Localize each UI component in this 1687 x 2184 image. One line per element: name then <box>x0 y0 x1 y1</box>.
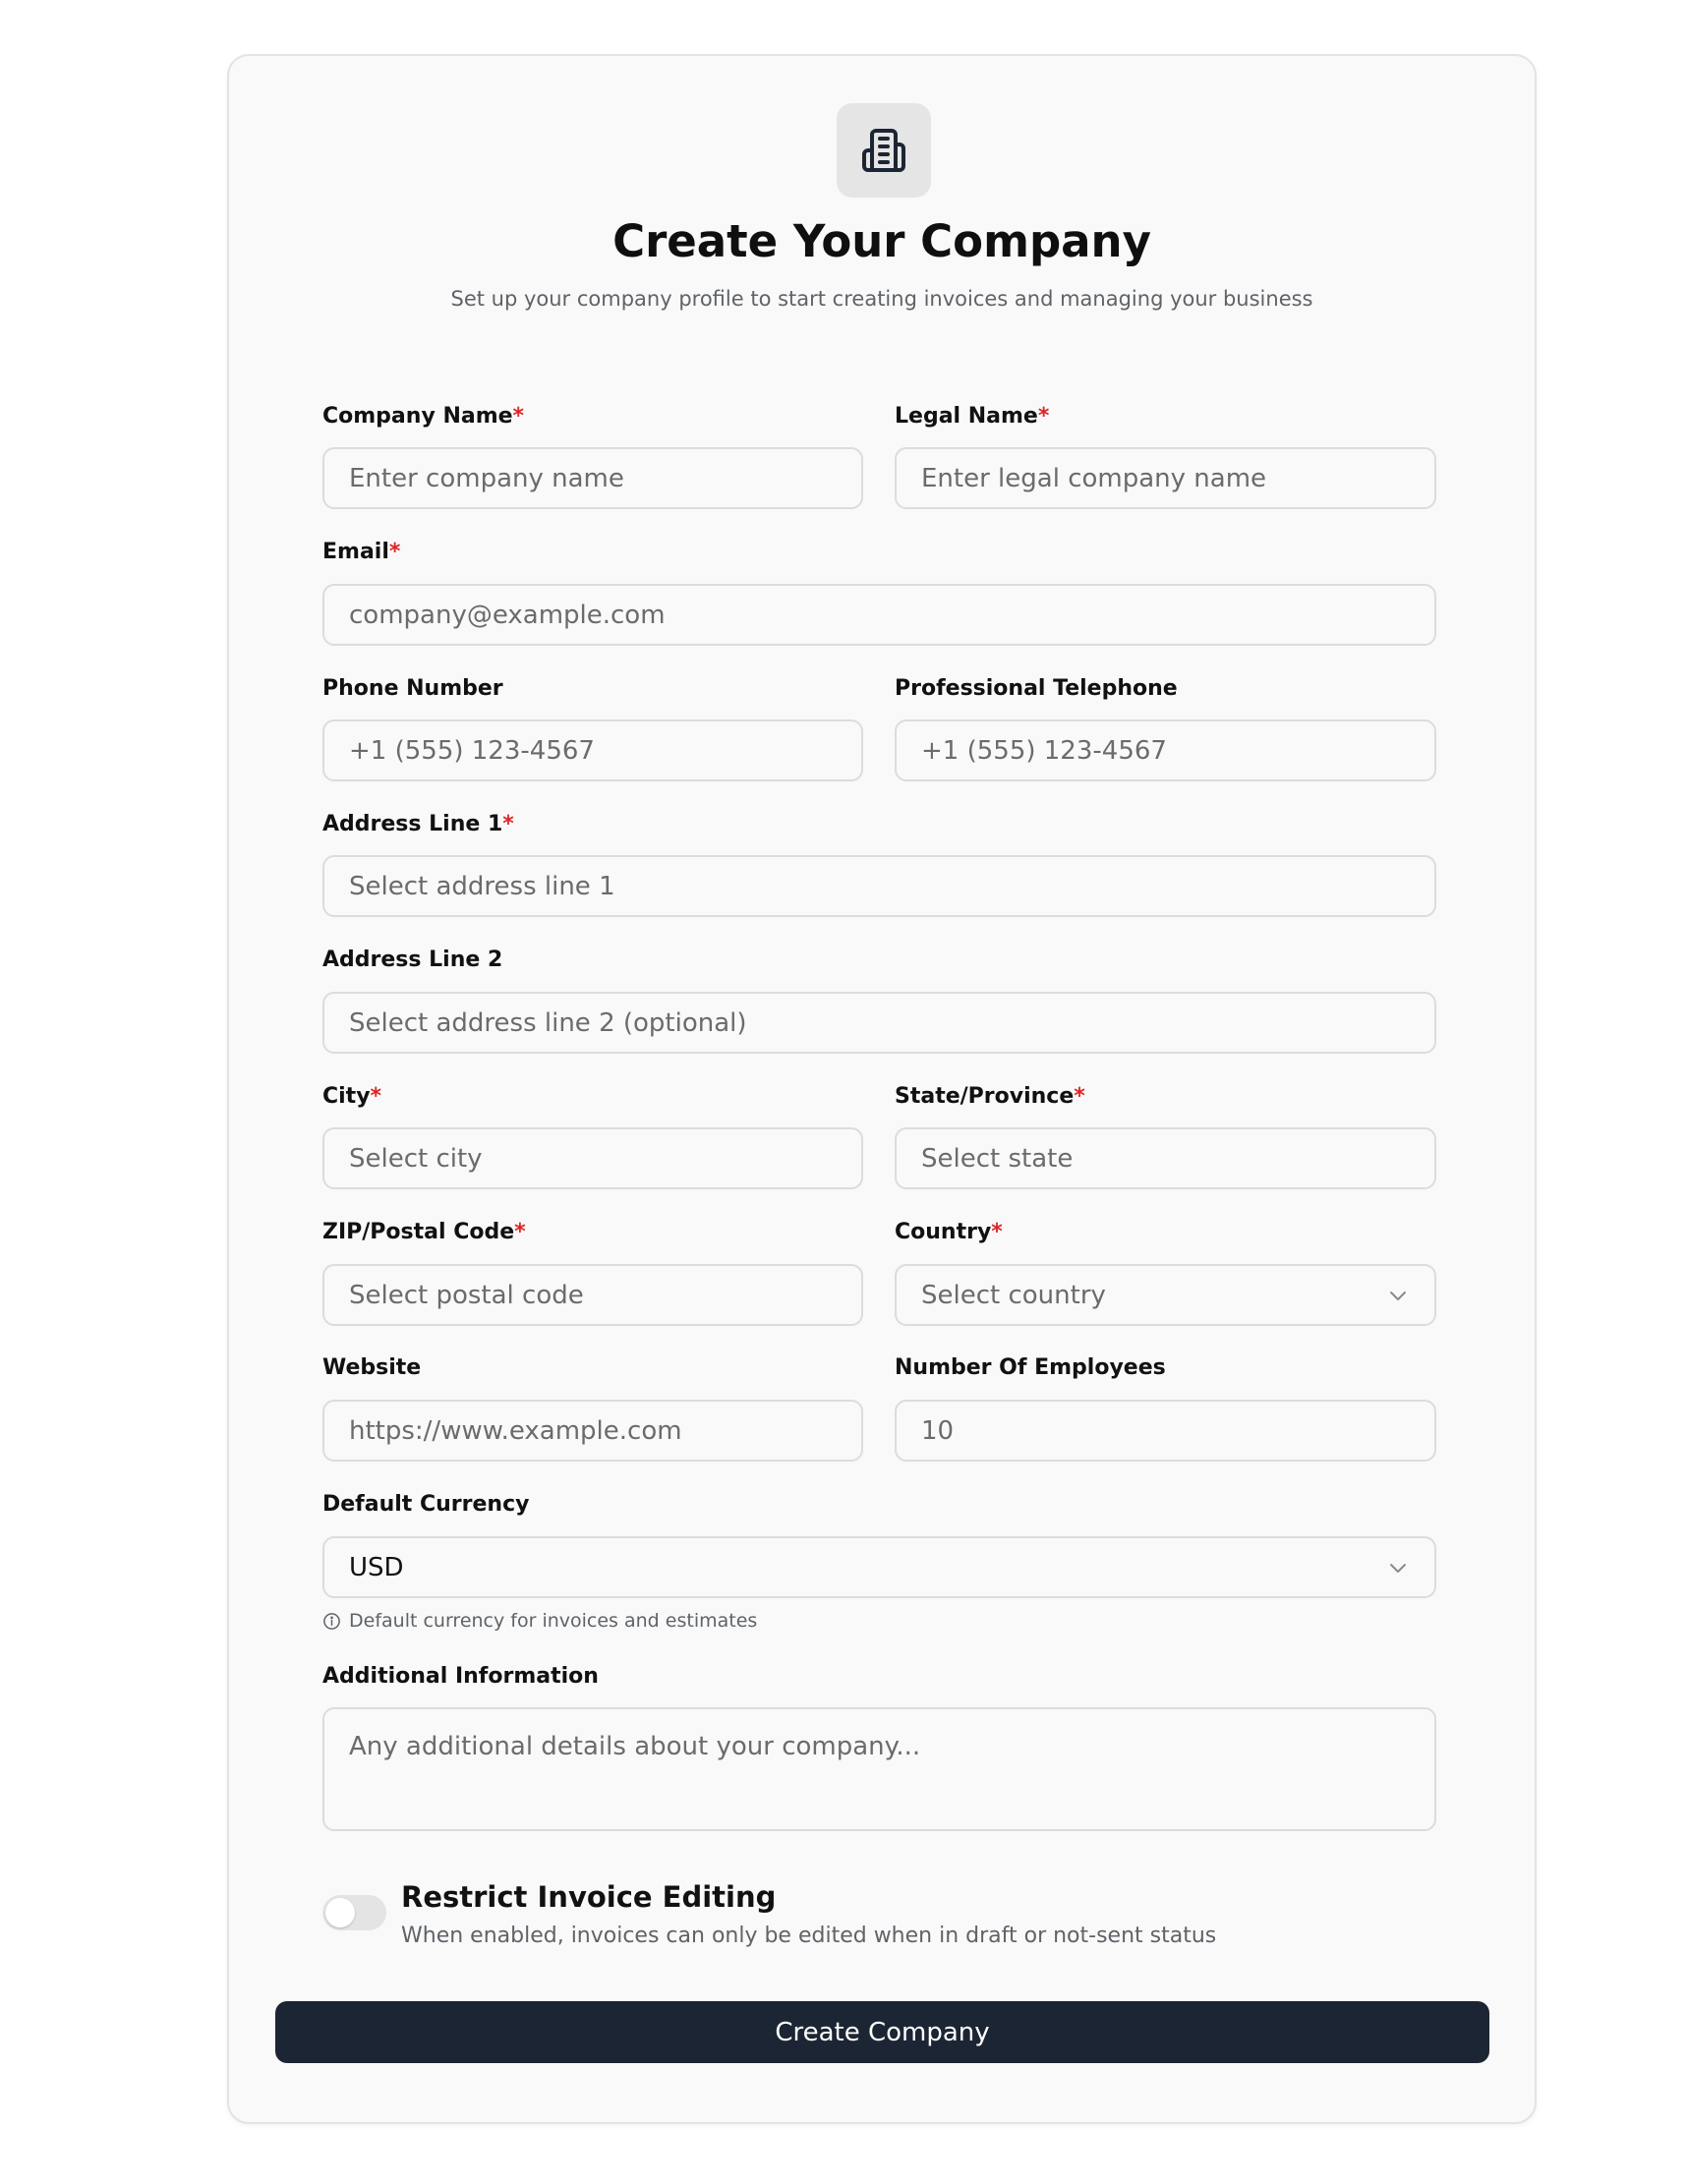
required-marker: * <box>1037 404 1050 429</box>
currency-select[interactable] <box>322 1536 1436 1598</box>
company-logo-badge <box>837 103 931 198</box>
email-input[interactable]: company@example.com <box>322 584 1436 646</box>
state-label: State/Province* <box>895 1084 1085 1109</box>
company-name-label: Company Name* <box>322 404 525 429</box>
currency-helper <box>322 1608 757 1634</box>
building-icon <box>860 127 907 174</box>
country-select-placeholder: Select country <box>921 1280 1106 1310</box>
company-name-input[interactable]: Enter company name <box>322 447 863 509</box>
chevron-down-icon <box>1389 1560 1407 1576</box>
required-marker: * <box>370 1084 382 1109</box>
address-line-1-input[interactable]: Select address line 1 <box>322 855 1436 917</box>
professional-telephone-label: Professional Telephone <box>895 676 1178 701</box>
restrict-editing-title: Restrict Invoice Editing <box>401 1880 777 1914</box>
create-company-card <box>227 54 1537 2124</box>
website-input[interactable]: https://www.example.com <box>322 1400 863 1462</box>
website-label: Website <box>322 1355 422 1380</box>
required-marker: * <box>1074 1084 1085 1109</box>
currency-label: Default Currency <box>322 1492 530 1517</box>
restrict-editing-toggle[interactable] <box>322 1895 386 1930</box>
phone-number-input[interactable]: +1 (555) 123-4567 <box>322 719 863 781</box>
state-input[interactable]: Select state <box>895 1127 1436 1189</box>
currency-helper-text: Default currency for invoices and estimates <box>349 1610 758 1632</box>
required-marker: * <box>514 1220 526 1244</box>
required-marker: * <box>502 812 514 836</box>
postal-code-input[interactable]: Select postal code <box>322 1264 863 1326</box>
professional-telephone-input[interactable]: +1 (555) 123-4567 <box>895 719 1436 781</box>
chevron-down-icon <box>1389 1288 1407 1303</box>
info-icon <box>322 1612 341 1631</box>
address-line-2-label: Address Line 2 <box>322 948 503 972</box>
address-line-1-label: Address Line 1* <box>322 812 514 836</box>
email-label: Email* <box>322 540 401 564</box>
employees-input[interactable]: 10 <box>895 1400 1436 1462</box>
legal-name-label: Legal Name* <box>895 404 1050 429</box>
city-input[interactable]: Select city <box>322 1127 863 1189</box>
employees-label: Number Of Employees <box>895 1355 1166 1380</box>
phone-number-label: Phone Number <box>322 676 503 701</box>
page-subtitle: Set up your company profile to start creating invoices and managing your business <box>450 287 1313 311</box>
city-label: City* <box>322 1084 382 1109</box>
legal-name-input[interactable]: Enter legal company name <box>895 447 1436 509</box>
country-select[interactable] <box>895 1264 1436 1326</box>
country-label: Country* <box>895 1220 1003 1244</box>
restrict-editing-description: When enabled, invoices can only be edited when in draft or not-sent status <box>401 1924 1217 1948</box>
currency-select-value: USD <box>349 1552 404 1582</box>
toggle-knob <box>325 1898 355 1927</box>
create-company-button[interactable]: Create Company <box>275 2001 1489 2063</box>
required-marker: * <box>991 1220 1003 1244</box>
postal-code-label: ZIP/Postal Code* <box>322 1220 526 1244</box>
page-title: Create Your Company <box>612 215 1151 267</box>
address-line-2-input[interactable]: Select address line 2 (optional) <box>322 992 1436 1054</box>
additional-info-textarea[interactable]: Any additional details about your company... <box>322 1707 1436 1831</box>
required-marker: * <box>388 540 401 564</box>
additional-info-label: Additional Information <box>322 1664 599 1689</box>
required-marker: * <box>512 404 525 429</box>
